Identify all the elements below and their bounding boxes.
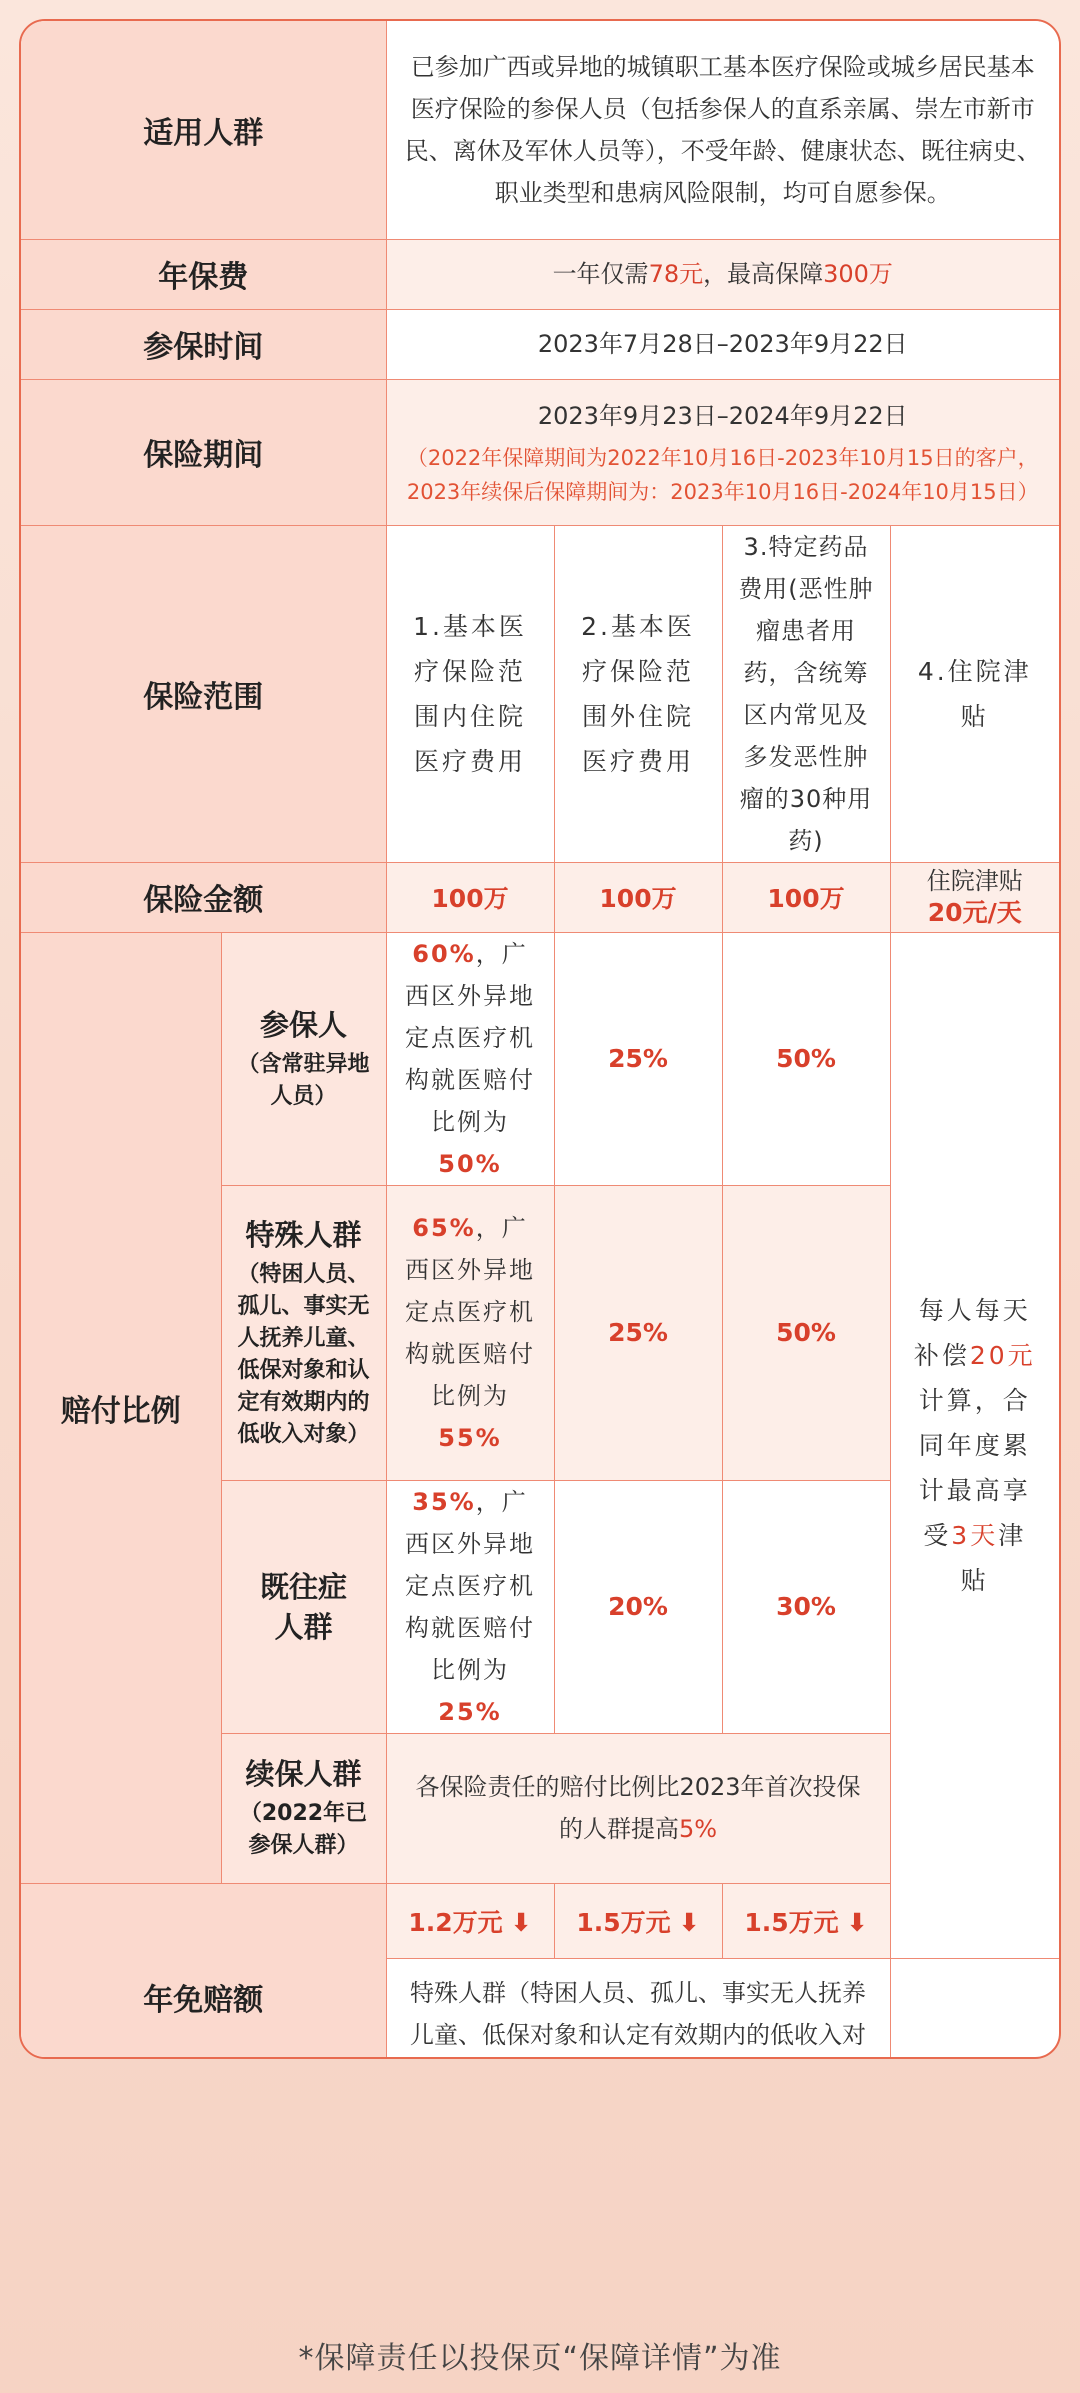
allowance-v2: 3天: [951, 1520, 999, 1550]
deductible-value-3: [722, 1883, 890, 1958]
group-renewal-name: 续保人群: [245, 1757, 362, 1791]
group-renewal-desc: （2022年已参保人群）: [239, 1801, 368, 1858]
allowance-t2: 计算，合同年度累计最高享受: [918, 1385, 1031, 1550]
row-ratio-insured: [21, 932, 1059, 1185]
premium-price: 78元: [648, 260, 704, 288]
ratio-insured-c3: 50%: [722, 932, 890, 1185]
group-preexisting-name: 既往症人群: [259, 1569, 347, 1644]
deductible-value-3-text: 1.5万元: [744, 1907, 839, 1937]
scope-item-3: 3.特定药品费用(恶性肿瘤患者用药，含统筹区内常见及多发恶性肿瘤的30种用药): [722, 525, 890, 862]
premium-text: [386, 239, 1059, 309]
label-enroll: 参保时间: [21, 309, 386, 379]
ratio-special-text: ，广西区外异地定点医疗机构就医赔付比例为: [405, 1213, 535, 1410]
ratio-preexisting-text: ，广西区外异地定点医疗机构就医赔付比例为: [405, 1487, 535, 1684]
insurance-table-card: [19, 19, 1061, 2059]
label-period: 保险期间: [21, 379, 386, 525]
scope-item-4: 4.住院津贴: [890, 525, 1059, 862]
row-enroll: [21, 309, 1059, 379]
ratio-insured-text: ，广西区外异地定点医疗机构就医赔付比例为: [405, 939, 535, 1136]
period-text: 2023年9月23日–2024年9月22日: [537, 402, 908, 430]
group-special-desc: （特困人员、孤儿、事实无人抚养儿童、低保对象和认定有效期内的低收入对象）: [237, 1261, 370, 1447]
deductible-value-1-text: 1.2万元: [408, 1907, 503, 1937]
row-premium: [21, 239, 1059, 309]
allowance-cell: [890, 932, 1059, 1958]
ratio-special-c3: 50%: [722, 1185, 890, 1480]
row-scope: [21, 525, 1059, 862]
ratio-renewal-text: [386, 1733, 890, 1883]
ratio-insured-c1: [386, 932, 554, 1185]
ratio-preexisting-c3: 30%: [722, 1480, 890, 1733]
allowance-t3: 津贴: [960, 1520, 1027, 1595]
arrow-down-icon: ⬇: [846, 1907, 868, 1937]
scope-item-1: 1.基本医疗保险范围内住院医疗费用: [386, 525, 554, 862]
footer-disclaimer: *保障责任以投保页“保障详情”为准: [298, 2341, 782, 2376]
label-amount: 保险金额: [21, 862, 386, 932]
ratio-preexisting-pct: 35%: [412, 1487, 476, 1516]
label-deductible: 年免赔额: [21, 1883, 386, 2059]
group-preexisting: [221, 1480, 386, 1733]
premium-mid: ，最高保障: [703, 260, 824, 288]
group-special: [221, 1185, 386, 1480]
ratio-insured-c2: 25%: [554, 932, 722, 1185]
arrow-down-icon: ⬇: [678, 1907, 700, 1937]
group-insured-desc: （含常驻异地人员）: [237, 1051, 370, 1109]
period-note: （2022年保障期间为2022年10月16日-2023年10月15日的客户，2023年续保后保障期间为：2023年10月16日-2024年10月15日）: [406, 446, 1039, 504]
ratio-special-c1: [386, 1185, 554, 1480]
ratio-preexisting-c1: [386, 1480, 554, 1733]
label-ratio: 赔付比例: [21, 932, 221, 1883]
ratio-special-c2: 25%: [554, 1185, 722, 1480]
scope-item-2: 2.基本医疗保险范围外住院医疗费用: [554, 525, 722, 862]
amount-value-2: 100万: [554, 862, 722, 932]
deductible-value-2: [554, 1883, 722, 1958]
ratio-special-pct: 65%: [412, 1213, 476, 1242]
arrow-down-icon: ⬇: [510, 1907, 532, 1937]
insurance-info-table: [21, 21, 1059, 2059]
group-insured: [221, 932, 386, 1185]
ratio-preexisting-c2: 20%: [554, 1480, 722, 1733]
row-applicable: [21, 21, 1059, 239]
applicable-text: 已参加广西或异地的城镇职工基本医疗保险或城乡居民基本医疗保险的参保人员（包括参保人的直系亲属、崇左市新市民、离休及军休人员等），不受年龄、健康状态、既往病史、职业类型和患病风险限制，均可自愿参保。: [386, 21, 1059, 239]
deductible-note: 特殊人群（特困人员、孤儿、事实无人抚养儿童、低保对象和认定有效期内的低收入对: [386, 1958, 890, 2059]
amount-value-3: 100万: [722, 862, 890, 932]
ratio-insured-pct2: 50%: [438, 1149, 502, 1178]
ratio-special-pct2: 55%: [438, 1423, 502, 1452]
row-period: [21, 379, 1059, 525]
amount-value-1: 100万: [386, 862, 554, 932]
premium-prefix: 一年仅需: [552, 260, 649, 288]
group-insured-name: 参保人: [259, 1007, 347, 1042]
ratio-preexisting-pct2: 25%: [438, 1697, 502, 1726]
ratio-renewal-pct: 5%: [678, 1815, 718, 1843]
label-applicable: 适用人群: [21, 21, 386, 239]
deductible-value-2-text: 1.5万元: [576, 1907, 671, 1937]
deductible-value-1: [386, 1883, 554, 1958]
amount-allowance: [890, 862, 1059, 932]
group-renewal: [221, 1733, 386, 1883]
label-scope: 保险范围: [21, 525, 386, 862]
ratio-insured-pct: 60%: [412, 939, 476, 968]
amount-allowance-label: 住院津贴: [926, 867, 1023, 895]
allowance-v1: 20元: [969, 1340, 1036, 1370]
label-premium: 年保费: [21, 239, 386, 309]
period-cell: [386, 379, 1059, 525]
enroll-text: 2023年7月28日–2023年9月22日: [386, 309, 1059, 379]
amount-allowance-value: 20元/天: [927, 898, 1022, 927]
premium-max: 300万: [823, 260, 893, 288]
ratio-renewal-desc: 各保险责任的赔付比例比2023年首次投保的人群提高: [415, 1773, 861, 1843]
row-amount: [21, 862, 1059, 932]
allowance-t1: 每人每天补偿: [913, 1295, 1031, 1370]
group-special-name: 特殊人群: [245, 1217, 362, 1252]
